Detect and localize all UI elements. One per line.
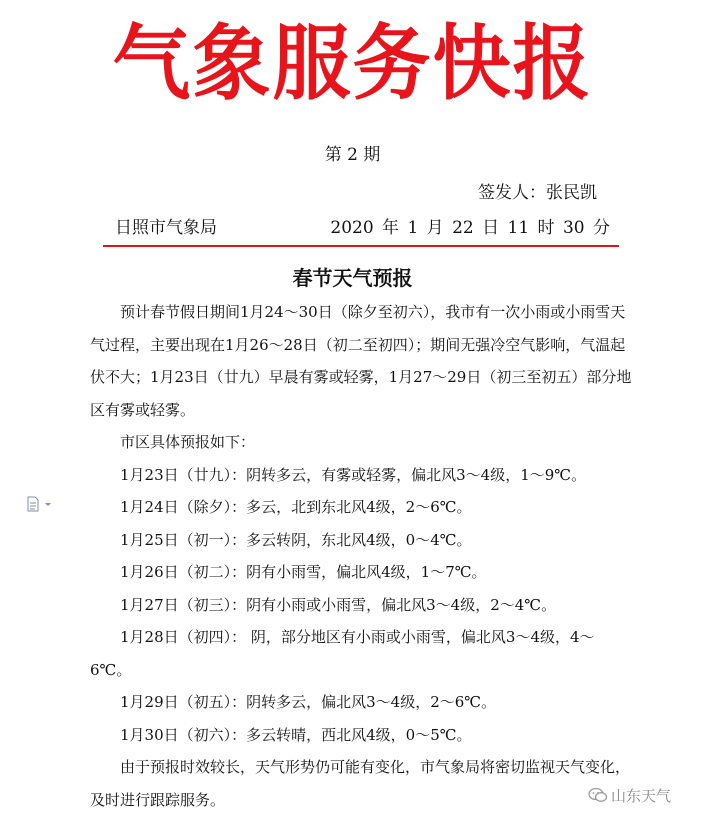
- watermark-text: 山东天气: [611, 786, 672, 805]
- forecast-item: 1月26日（初二）：阴有小雨雪，偏北风4级，1～7℃。: [120, 563, 487, 581]
- forecast-item: 1月29日（初五）：阴转多云，偏北风3～4级，2～6℃。: [120, 693, 497, 711]
- forecast-item: 1月28日（初四）： 阴，部分地区有小雨或小雨雪，偏北风3～4级，4～6℃。: [90, 628, 595, 679]
- watermark: [588, 784, 671, 806]
- issue-datetime: 2020 年 1 月 22 日 11 时 30 分: [330, 218, 610, 238]
- masthead-title: 气象服务快报: [112, 15, 593, 112]
- paste-options-icon[interactable]: [26, 496, 56, 512]
- forecast-item: 1月27日（初三）：阴有小雨或小雨雪，偏北风3～4级，2～4℃。: [120, 595, 557, 614]
- forecast-item: 1月23日（廿九）：阴转多云，有雾或轻雾，偏北风3～4级，1～9℃。: [120, 465, 587, 484]
- intro-paragraph: 预计春节假日期间1月24～30日（除夕至初六），我市有一次小雨或小雨雪天气过程，主要出现在1月26～28日（初二至初四）；期间无强冷空气影响，气温起伏不大；1月23日（廿九）早晨有雾或轻雾，1月27～29日（初三至初五）部分地区有雾或轻雾。: [90, 303, 632, 419]
- lead-paragraph: 市区具体预报如下：: [120, 433, 256, 451]
- forecast-item: 1月24日（除夕）：多云，北到东北风4级，2～6℃。: [120, 498, 472, 516]
- header-divider: [103, 245, 619, 247]
- wechat-icon: [588, 787, 608, 803]
- forecast-item: 1月25日（初一）：多云转阴，东北风4级，0～4℃。: [120, 530, 472, 549]
- article-body: [90, 296, 635, 816]
- issuing-organization: 日照市气象局: [115, 218, 217, 238]
- closing-paragraph: 由于预报时效较长，天气形势仍可能有变化，市气象局将密切监视天气变化，及时进行跟踪服务。: [90, 758, 631, 809]
- issue-number: 第 2 期: [324, 145, 381, 165]
- article-title: 春节天气预报: [292, 266, 413, 290]
- signer: 签发人：张民凯: [478, 183, 597, 203]
- forecast-item: 1月30日（初六）：多云转晴，西北风4级，0～5℃。: [120, 725, 472, 744]
